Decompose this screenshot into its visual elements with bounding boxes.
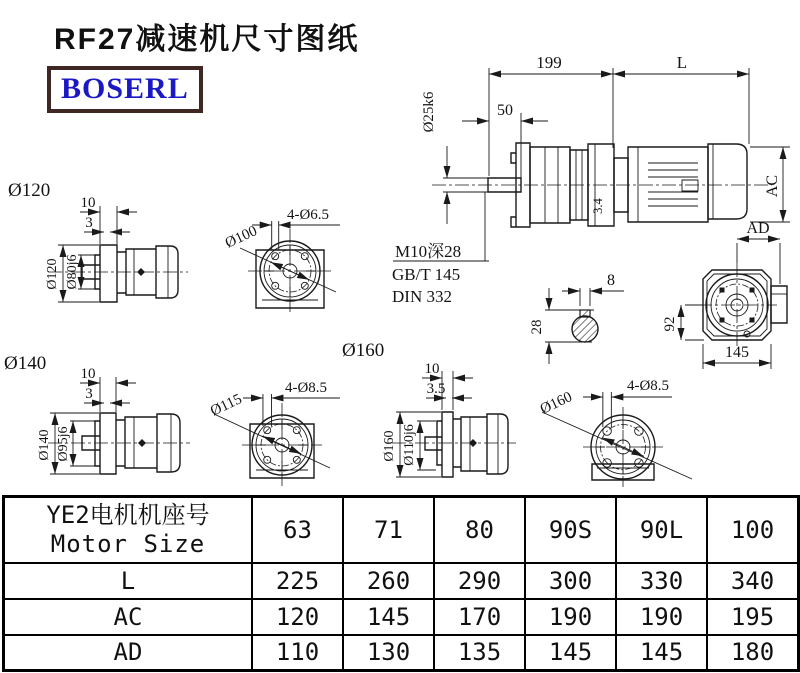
dim-spigot-label: Ø80j6	[65, 254, 80, 290]
dim-outer-label: Ø120	[45, 258, 60, 290]
bolt-circle-label: Ø100	[222, 223, 260, 252]
motor-rear-view	[662, 220, 787, 369]
flange-side-view-120	[8, 180, 188, 302]
table-cell: 100	[707, 497, 799, 563]
dim-spigot-label: Ø95j6	[56, 426, 71, 462]
dim-spigot-label: Ø110j6	[402, 424, 417, 466]
flange-face-view-115	[208, 380, 340, 487]
thread-note	[392, 242, 461, 306]
brand-logo: BOSERL	[47, 66, 203, 113]
table-cell: 145	[616, 635, 707, 671]
table-cell: 340	[707, 563, 799, 599]
table-cell: 170	[434, 599, 525, 635]
dim-AD-label: AD	[746, 220, 770, 237]
holes-label: 4-Ø8.5	[626, 378, 670, 394]
flange-side-view-140	[4, 353, 190, 474]
view-caption: Ø140	[4, 353, 47, 374]
dim-b-label: 3	[85, 386, 93, 402]
dim-b-label: 3	[85, 215, 93, 231]
motor-size-header-en: Motor Size	[50, 530, 206, 559]
row-label: AC	[4, 599, 253, 635]
flange-face-view-160	[538, 378, 692, 487]
table-cell: 135	[434, 635, 525, 671]
table-cell: 120	[252, 599, 343, 635]
table-cell: 260	[343, 563, 434, 599]
view-caption: Ø120	[8, 180, 51, 201]
view-caption: Ø160	[342, 340, 385, 361]
dim-a-label: 10	[80, 366, 96, 382]
page-title: RF27减速机尺寸图纸	[54, 23, 360, 56]
thread-note-line2: GB/T 145	[392, 265, 461, 284]
main-assembly-view	[393, 53, 790, 261]
table-cell: 195	[707, 599, 799, 635]
dim-b-label: 3.5	[426, 381, 446, 397]
table-cell: 330	[616, 563, 707, 599]
dim-a-label: 10	[424, 361, 440, 377]
dim-outer-label: Ø140	[37, 429, 52, 461]
table-cell: 190	[616, 599, 707, 635]
dim-outer-label: Ø160	[382, 430, 397, 462]
table-row-L	[4, 563, 799, 599]
table-cell: 180	[707, 635, 799, 671]
thread-note-line1: M10深28	[395, 242, 462, 261]
table-header-cell	[4, 497, 253, 563]
dim-shaft-dia-label: Ø25k6	[421, 91, 437, 133]
row-label: AD	[4, 635, 253, 671]
bolt-circle-label: Ø115	[208, 391, 245, 420]
motor-size-header-cn: YE2电机机座号	[46, 501, 210, 530]
table-row-AC	[4, 599, 799, 635]
table-cell: 90L	[616, 497, 707, 563]
table-cell: 130	[343, 635, 434, 671]
motor-size-table	[2, 495, 800, 672]
table-cell: 290	[434, 563, 525, 599]
key-height-label: 28	[529, 319, 545, 335]
table-cell: 90S	[525, 497, 616, 563]
bolt-circle-label: Ø160	[537, 389, 575, 418]
table-cell: 63	[252, 497, 343, 563]
dim-145-label: 145	[725, 344, 749, 361]
row-label: L	[4, 563, 253, 599]
key-width-label: 8	[607, 272, 615, 289]
table-cell: 145	[343, 599, 434, 635]
table-cell: 300	[525, 563, 616, 599]
holes-label: 4-Ø6.5	[286, 207, 330, 223]
table-cell: 190	[525, 599, 616, 635]
dim-92-label: 92	[662, 316, 678, 332]
table-cell: 71	[343, 497, 434, 563]
table-cell: 225	[252, 563, 343, 599]
table-cell: 80	[434, 497, 525, 563]
dim-AC-label: AC	[764, 174, 781, 198]
keyway-section-view	[529, 272, 624, 364]
table-header-row	[4, 497, 799, 563]
flange-side-view-160	[342, 340, 516, 477]
dim-a-label: 10	[80, 195, 96, 211]
dim-50-label: 50	[497, 102, 513, 119]
thread-note-line3: DIN 332	[392, 287, 452, 306]
dim-L-label: L	[676, 53, 688, 72]
dim-199-label: 199	[536, 53, 562, 72]
surface-finish-label: 3.4	[591, 198, 605, 214]
table-row-AD	[4, 635, 799, 671]
table-cell: 145	[525, 635, 616, 671]
flange-face-view-100	[223, 207, 340, 313]
table-cell: 110	[252, 635, 343, 671]
holes-label: 4-Ø8.5	[284, 380, 328, 396]
